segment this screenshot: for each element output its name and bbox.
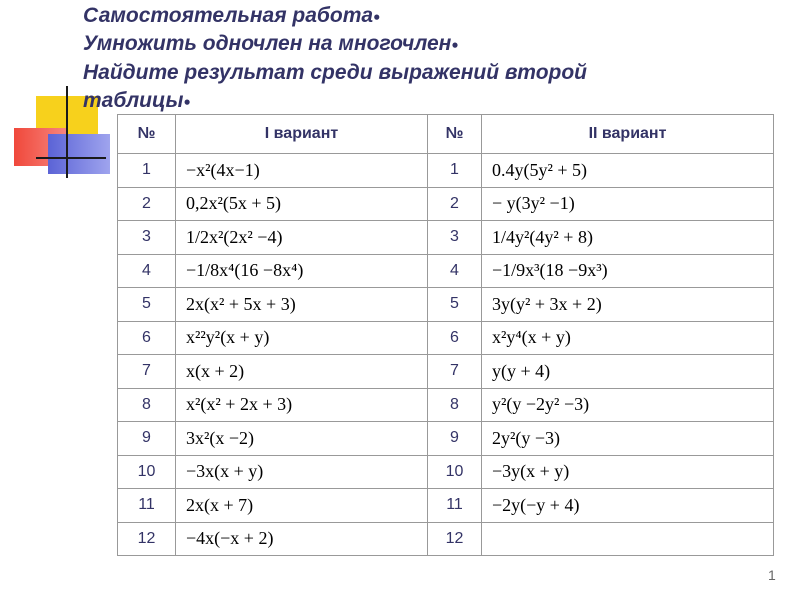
- table-row: [118, 221, 774, 255]
- tasks-table: [117, 114, 774, 556]
- row-number-variant-1: 8: [118, 388, 176, 422]
- table-row: [118, 321, 774, 355]
- table-row: [118, 154, 774, 188]
- expression-variant-1: x²²y²(x + y): [176, 321, 428, 355]
- expression-variant-1: −4x(−x + 2): [176, 522, 428, 556]
- row-number-variant-2: 11: [428, 489, 482, 523]
- row-number-variant-1: 11: [118, 489, 176, 523]
- expression-variant-1: −x²(4x−1): [176, 154, 428, 188]
- slide-title: [83, 2, 723, 115]
- table-row: [118, 455, 774, 489]
- bullet-icon: ●: [451, 37, 459, 52]
- title-line-1: Самостоятельная работа●: [83, 4, 381, 27]
- row-number-variant-2: 10: [428, 455, 482, 489]
- title-line-4: таблицы●: [83, 88, 191, 112]
- table-row: [118, 388, 774, 422]
- row-number-variant-2: 1: [428, 154, 482, 188]
- expression-variant-1: 2x(x² + 5x + 3): [176, 288, 428, 322]
- bullet-icon: ●: [183, 94, 191, 109]
- row-number-variant-1: 9: [118, 422, 176, 456]
- row-number-variant-2: 9: [428, 422, 482, 456]
- row-number-variant-1: 5: [118, 288, 176, 322]
- expression-variant-1: 0,2x²(5x + 5): [176, 187, 428, 221]
- row-number-variant-2: 2: [428, 187, 482, 221]
- row-number-variant-2: 7: [428, 355, 482, 389]
- page-number: 1: [768, 567, 776, 583]
- row-number-variant-1: 3: [118, 221, 176, 255]
- expression-variant-2: x²y⁴(x + y): [482, 321, 774, 355]
- expression-variant-2: 1/4y²(4y² + 8): [482, 221, 774, 255]
- row-number-variant-2: 12: [428, 522, 482, 556]
- expression-variant-2: −3y(x + y): [482, 455, 774, 489]
- row-number-variant-1: 2: [118, 187, 176, 221]
- header-variant-2: II вариант: [482, 115, 774, 154]
- expression-variant-1: 2x(x + 7): [176, 489, 428, 523]
- table-row: [118, 254, 774, 288]
- row-number-variant-1: 6: [118, 321, 176, 355]
- row-number-variant-2: 6: [428, 321, 482, 355]
- decor-vertical-line: [66, 86, 68, 178]
- table-row: [118, 489, 774, 523]
- expression-variant-1: −3x(x + y): [176, 455, 428, 489]
- header-variant-1: I вариант: [176, 115, 428, 154]
- expression-variant-2: y²(y −2y² −3): [482, 388, 774, 422]
- title-line-2: Умножить одночлен на многочлен●: [83, 32, 459, 56]
- table-row: [118, 355, 774, 389]
- title-line-3: Найдите результат среди выражений второй: [83, 60, 587, 84]
- table-row: [118, 187, 774, 221]
- decor-horizontal-line: [36, 157, 106, 159]
- row-number-variant-1: 10: [118, 455, 176, 489]
- table-header-row: [118, 115, 774, 154]
- header-number-2: №: [428, 115, 482, 154]
- table-row: [118, 422, 774, 456]
- expression-variant-2: − y(3y² −1): [482, 187, 774, 221]
- row-number-variant-2: 8: [428, 388, 482, 422]
- expression-variant-2: y(y + 4): [482, 355, 774, 389]
- row-number-variant-1: 1: [118, 154, 176, 188]
- table-row: [118, 288, 774, 322]
- header-number-1: №: [118, 115, 176, 154]
- row-number-variant-1: 7: [118, 355, 176, 389]
- row-number-variant-2: 4: [428, 254, 482, 288]
- row-number-variant-2: 3: [428, 221, 482, 255]
- expression-variant-1: −1/8x⁴(16 −8x⁴): [176, 254, 428, 288]
- expression-variant-1: 1/2x²(2x² −4): [176, 221, 428, 255]
- expression-variant-2: 3y(y² + 3x + 2): [482, 288, 774, 322]
- table-row: [118, 522, 774, 556]
- expression-variant-2: 0.4y(5y² + 5): [482, 154, 774, 188]
- bullet-icon: ●: [373, 9, 381, 24]
- decor-blue-square: [48, 134, 110, 174]
- expression-variant-2: −1/9x³(18 −9x³): [482, 254, 774, 288]
- expression-variant-1: x²(x² + 2x + 3): [176, 388, 428, 422]
- expression-variant-1: 3x²(x −2): [176, 422, 428, 456]
- row-number-variant-1: 4: [118, 254, 176, 288]
- row-number-variant-2: 5: [428, 288, 482, 322]
- expression-variant-2: [482, 522, 774, 556]
- row-number-variant-1: 12: [118, 522, 176, 556]
- expression-variant-2: −2y(−y + 4): [482, 489, 774, 523]
- expression-variant-2: 2y²(y −3): [482, 422, 774, 456]
- expression-variant-1: x(x + 2): [176, 355, 428, 389]
